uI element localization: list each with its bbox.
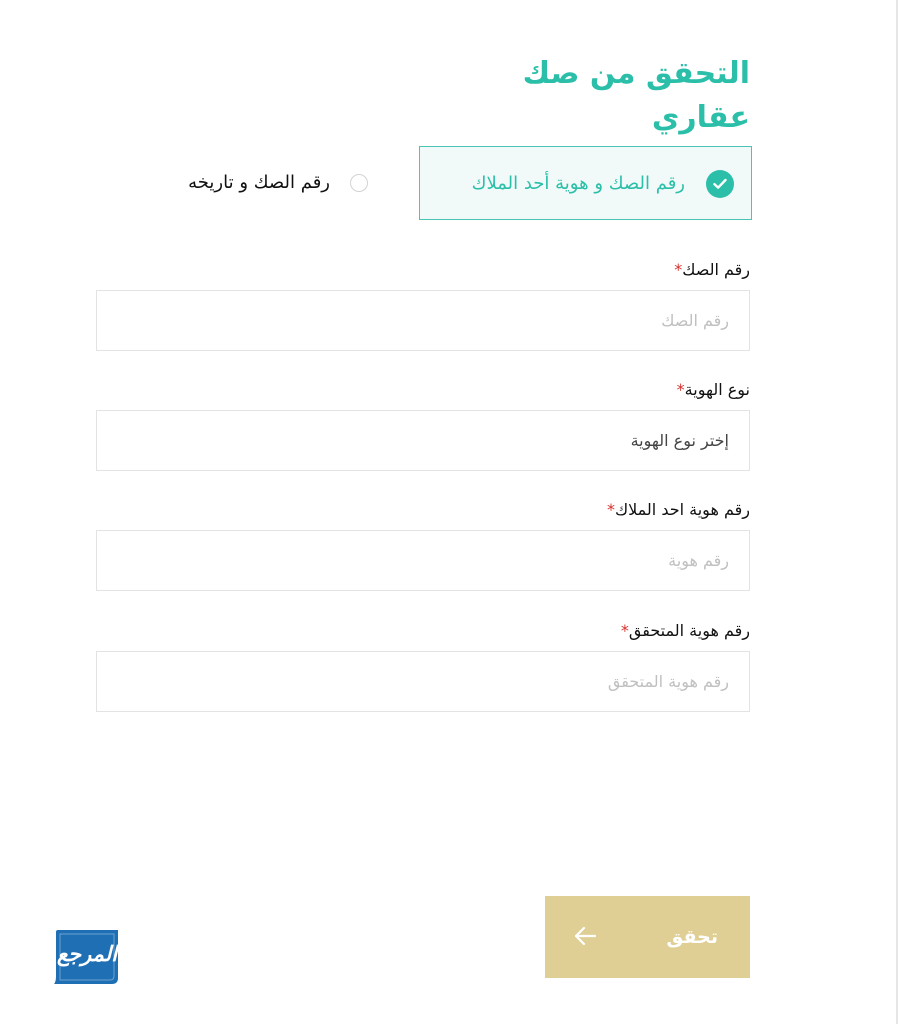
check-icon	[706, 170, 734, 198]
option-deed-and-date[interactable]	[160, 160, 380, 206]
id-type-label	[96, 379, 750, 401]
page-title: التحقق من صك عقاري	[522, 56, 750, 135]
required-mark: *	[676, 380, 685, 399]
required-mark: *	[606, 500, 615, 519]
logo-text: المرجع	[56, 942, 118, 966]
arrow-left-icon	[573, 925, 597, 951]
option-deed-and-date-label: رقم الصك و تاريخه	[188, 172, 330, 193]
deed-number-input[interactable]	[96, 290, 750, 351]
verifier-id-input[interactable]	[96, 651, 750, 712]
verifier-id-label-text: رقم هوية المتحقق	[628, 621, 750, 640]
deed-number-label	[96, 259, 750, 281]
option-deed-and-owner-id[interactable]	[419, 146, 752, 220]
owner-id-input[interactable]	[96, 530, 750, 591]
verifier-id-label	[96, 620, 750, 642]
verify-button-label: تحقق	[666, 926, 718, 948]
required-mark: *	[674, 260, 683, 279]
required-mark: *	[620, 621, 629, 640]
id-type-label-text: نوع الهوية	[684, 380, 750, 399]
radio-icon[interactable]	[350, 174, 368, 192]
id-type-select-value: إختر نوع الهوية	[630, 431, 729, 450]
verify-button[interactable]	[545, 896, 750, 978]
site-logo	[52, 926, 122, 986]
owner-id-label	[96, 499, 750, 521]
owner-id-label-text: رقم هوية احد الملاك	[614, 500, 750, 519]
id-type-select[interactable]	[96, 410, 750, 471]
page-edge-divider	[896, 0, 898, 1024]
option-deed-and-owner-id-label: رقم الصك و هوية أحد الملاك	[471, 173, 685, 194]
deed-number-label-text: رقم الصك	[682, 260, 750, 279]
